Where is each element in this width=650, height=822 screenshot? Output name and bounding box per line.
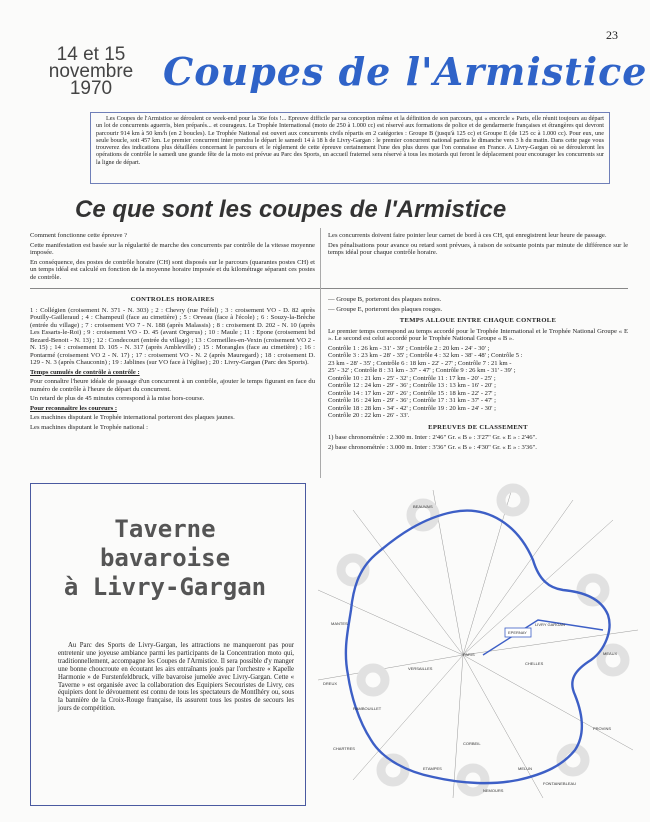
paragraph: Des pénalisations pour avance ou retard sont prévues, à raison de soixante points par minute de différence sur le temps idéal pour chaque contrôle horaire. [328,241,628,256]
event-date [36,46,146,97]
map-label: PROVINS [593,726,612,731]
map-label: LIVRY GARGAN [535,622,565,627]
map-label: MEAUX [603,651,618,656]
controles-list: 1 : Collégien (croisement N. 371 - N. 303) ; 2 : Chevry (rue Fréfel) ; 3 : croisement VO - D. 82 après Pouilly-Gailleraud ; 4 : Champeuil (face au cimetière) ; 5 : Orveau (face à l'école) ; 6 : Souzy-la-Brèche (entrée du village) ; 7 : croisement VO 7 - N. 188 (après Malassis) ; 8 : croisement D. 202 - N. 10 (après Les Essarts-le-Roi) ; 9 : croisement VO - D. 45 (avant Orgerus) ; 10 : Maule ; 11 : Epone (croisement bd Bezard-Benoit - N. 13) ; 12 : Condecourt (entrée du village) ; 13 : Cormeilles-en-Vexin (croisement VO 2 - N. 15) ; 14 : croisement D. 105 - N. 317 (après Ambleville) ; 15 : Morangles (face au cimetière) ; 16 : Pontarmé (croisement VO 2 - N. 17) ; 17 : croisement VO - N. 2 (après Mauregard) ; 18 : croisement D. 129 - N. 3 (après Chauconin) ; 19 : Jablines (sur VO face à l'église) ; 20 : Livry-Gargan (Parc des Sports). [30,306,315,366]
cumul-heading: Temps cumulés de contrôle à contrôle : [30,368,140,376]
date-line: novembre [48,61,134,82]
paragraph: Les concurrents doivent faire pointer leur carnet de bord à ces CH, qui enregistrent leur heure de passage. [328,232,607,239]
map-label: MANTES [331,621,348,626]
map-label: RAMBOUILLET [353,706,382,711]
taverne-title-line: Taverne [114,515,216,543]
route-map [313,480,643,800]
temps-row: Contrôle 3 : 23 km - 28' - 35' ; Contrôle 4 : 32 km - 38' - 48' ; Contrôle 5 : [328,352,523,359]
map-label: CORBEIL [463,741,481,746]
epreuve-row: 2) base chronométrée : 3.000 m. Inter : 3'36" Gr. « B » : 4'30" Gr. « E » : 3'36". [328,443,537,451]
paragraph: En conséquence, des postes de contrôle horaire (CH) sont disposés sur le parcours (quarantes postes CH) et un temps idéal est calculé en fonction de la moyenne horaire imposée et du kilométrage séparant ces postes de contrôle. [30,258,315,281]
temps-row: Contrôle 18 : 28 km - 34' - 42' ; Contrôle 19 : 20 km - 24' - 30' ; [328,404,496,412]
column-divider [320,228,321,478]
controles-heading: CONTROLES HORAIRES [130,296,215,303]
intro-box [90,112,610,184]
map-label: VERSAILLES [408,666,433,671]
taverne-title-line: à Livry-Gargan [63,573,267,601]
map-label: BEAUVAIS [413,504,433,509]
temps-row: Contrôle 10 : 21 km - 25' - 32' ; Contrôle 11 : 17 km - 20' - 25' ; [328,374,496,382]
question-line: Comment fonctionne cette épreuve ? [30,232,128,239]
page-number: 23 [606,28,618,42]
temps-row: Contrôle 16 : 24 km - 29' - 36' ; Contrôle 17 : 31 km - 37' - 47' ; [328,397,496,404]
right-column-intro [328,232,628,280]
paragraph: Cette manifestation est basée sur la régularité de marche des concurrents par contrôle de la vitesse moyenne imposée. [30,241,315,256]
section-subtitle: Ce que sont les coupes de l'Armistice [75,196,507,223]
date-line: 14 et 15 [56,44,126,65]
reconnaitre-heading: Pour reconnaître les coureurs : [30,404,118,412]
left-column-details [30,292,315,477]
divider [30,288,628,289]
taverne-text: Au Parc des Sports de Livry-Gargan, les attractions ne manqueront pas pour entretenir une joyeuse ambiance parmi les participants de la Concentration moto qui, traditionnellement, accompagne les Coupes de l'Armistice. Il sera possible d'y manger une bonne choucroute en écoutant les airs entraînants joués par l'orchestre « Kapelle Harmonie » de Furstenfeldbruck, ville bavaroise jumelée avec Livry-Gargan. Cette « Taverne » est organisée avec la collaboration des Equipiers Secouristes de Livry, ces équipiers dont le dévouement est connu de tous les spectateurs de Montlhéry ou, sous la bannière de la Croix-Rouge française, ils assurent tous les postes de secours les jours de compétition. [58,642,294,713]
temps-row: Contrôle 14 : 17 km - 20' - 26' ; Contrôle 15 : 18 km - 22' - 27' ; [328,389,496,397]
groupe-line: — Groupe E, porteront des plaques rouges. [328,305,443,313]
epreuves-heading: EPREUVES DE CLASSEMENT [428,423,528,431]
temps-row: Contrôle 20 : 22 km - 26' - 33'. [328,412,410,419]
temps-row: 25' - 32' ; Contrôle 8 : 31 km - 37' - 47' ; Contrôle 9 : 26 km - 31' - 39' ; [328,367,516,374]
map-label: CHARTRES [333,746,355,751]
map-label: ETAMPES [423,766,442,771]
epreuve-row: 1) base chronométrée : 2.300 m. Inter : 2'46" Gr. « B » : 3'27" Gr. « E » : 2'46". [328,434,537,441]
map-label: MELUN [518,766,533,771]
date-line: 1970 [69,78,113,99]
taverne-text-block [58,642,294,713]
map-label: EPERNAY [508,630,527,635]
temps-heading: TEMPS ALLOUE ENTRE CHAQUE CONTROLE [399,317,557,324]
right-column-details [328,296,628,476]
road-network [318,485,638,798]
paragraph: Les machines disputant le Trophée national : [30,423,148,431]
town-circles [341,488,625,792]
taverne-title-line: bavaroise [99,544,231,572]
map-label: DREUX [323,681,338,686]
temps-intro: Le premier temps correspond au temps accordé pour le Trophée International et le Trophée National Groupe « E ». Le second est celui accordé pour le Trophée National Groupe « B ». [328,327,628,342]
temps-row: Contrôle 1 : 26 km - 31' - 39' ; Contrôle 2 : 20 km - 24' - 30' ; [328,344,490,352]
paragraph: Pour connaître l'heure idéale de passage d'un concurrent à un contrôle, ajouter le temps figurant en face du numéro de contrôle à l'heure de départ du concurrent. [30,378,315,393]
paragraph: Les machines disputant le Trophée international porteront des plaques jaunes. [30,414,235,421]
temps-table [328,345,628,420]
temps-row: Contrôle 12 : 24 km - 29' - 36' ; Contrôle 13 : 13 km - 16' - 20' ; [328,382,496,389]
left-column-intro [30,232,315,284]
page-title: Coupes de l'Armistice [163,49,648,94]
taverne-title [55,515,275,602]
temps-row: 23 km - 28' - 35' ; Contrôle 6 : 18 km - 22' - 27' ; Contrôle 7 : 21 km - [328,359,512,367]
paragraph: Un retard de plus de 45 minutes correspond à la mise hors-course. [30,395,205,402]
map-label: FONTAINEBLEAU [543,781,577,786]
map-label: CHELLES [525,661,544,666]
groupe-line: — Groupe B, porteront des plaques noires. [328,296,442,303]
intro-text: Les Coupes de l'Armistice se déroulent ce week-end pour la 36e fois !... Epreuve difficile par sa conception même et la définition de son parcours, qui « encercle » Paris, elle réunit toujours au départ un lot de concurrents aguerris, bien préparés... et courageux. Le Trophée International (moto de 250 à 1.000 cc) est réservé aux formations de police et de gendarmerie françaises et étrangères qui devront parcourir 914 km à 50 km/h (en 2 boucles). Le Trophée National est ouvert aux concurrents civils répartis en 2 catégories : Groupe B (jusqu'à 125 cc) et Groupe E (de 125 cc à 1.000 cc). Pour eux, une seule boucle, soit 457 km. Le premier concurrent inter prendra le départ le samedi 14 à 18 h de Livry-Gargan : le premier concurrent national partira le dimanche vers 3 h du matin. Dans cette page vous trouverez des indications plus détaillées concernant le parcours et le règlement de cette épreuve certainement l'une des plus dures que l'on connaisse en France. A Livry-Gargan où se dérouleront les opérations de contrôle le samedi une grande fête de la moto est prévue au Parc des Sports, un accueil fraternel sera réservé à tous les motards qui feront le déplacement pour encourager les concurrents sur la ligne de départ. [96,115,604,166]
map-label: NEMOURS [483,788,504,793]
map-label: PARIS [463,652,475,657]
